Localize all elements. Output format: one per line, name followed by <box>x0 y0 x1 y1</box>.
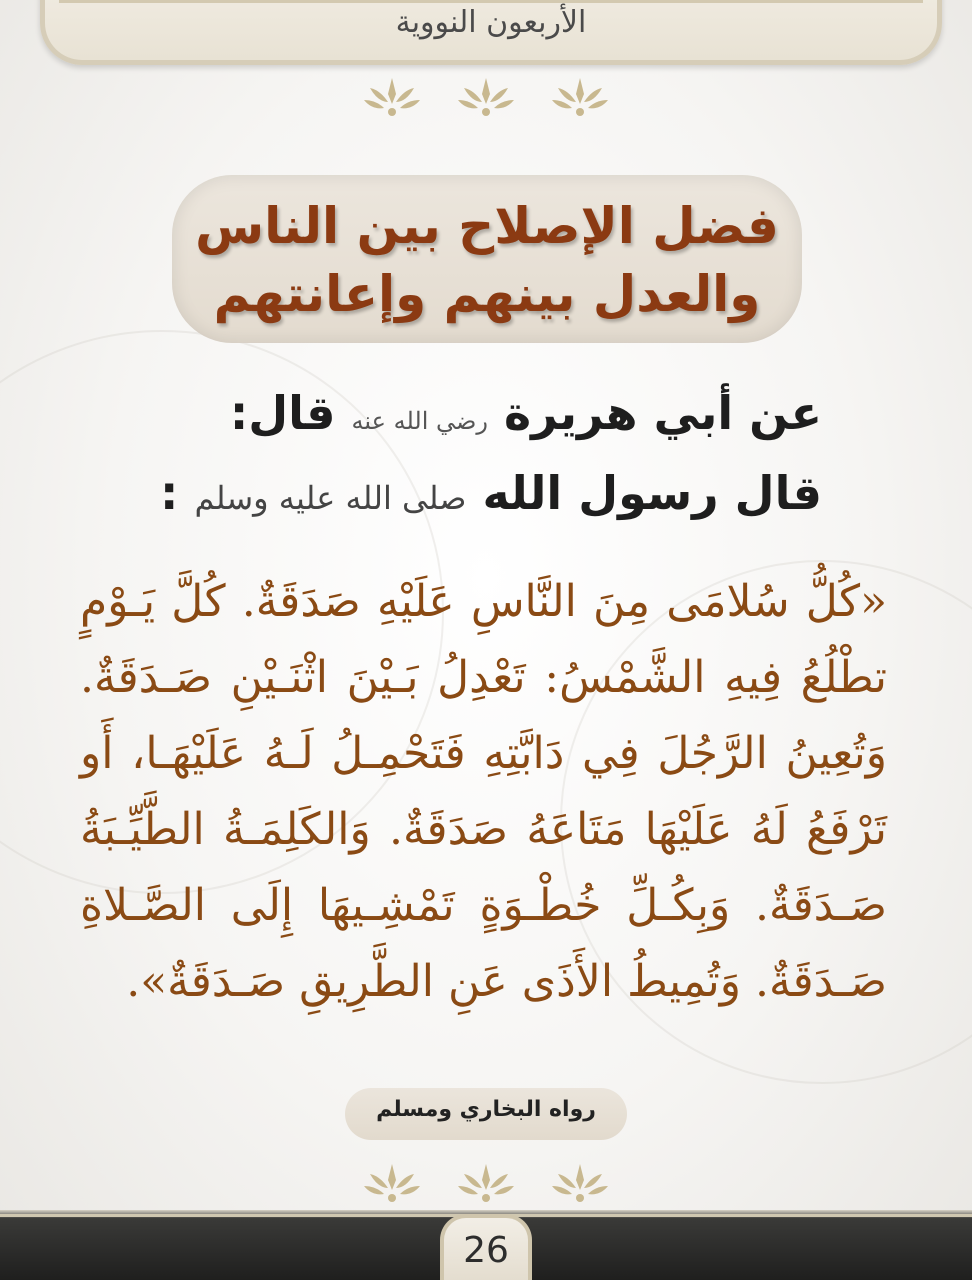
page-number: 26 <box>463 1230 509 1271</box>
ornament-icon <box>550 74 610 118</box>
bottom-ornament-row <box>0 1160 972 1204</box>
header-title: الأربعون النووية <box>395 5 587 40</box>
source-pill <box>345 1088 627 1140</box>
hadith-line: تَرْفَعُ لَهُ عَلَيْهَا مَتَاعَهُ صَدَقَةٌ. وَالكَلِمَـةُ الطَّيِّـبَةُ <box>80 804 887 855</box>
source-text: رواه البخاري ومسلم <box>376 1097 596 1122</box>
narrator-text: عن أبي هريرة <box>504 386 822 440</box>
ornament-icon <box>550 1160 610 1204</box>
ornament-icon <box>456 1160 516 1204</box>
ornament-icon <box>362 74 422 118</box>
header-inner <box>59 0 923 53</box>
title-line-1: فضل الإصلاح بين الناس <box>195 197 779 255</box>
title-line-2: والعدل بينهم وإعانتهم <box>213 265 761 323</box>
hadith-line: «كُلُّ سُلامَى مِنَ النَّاسِ عَلَيْهِ صَدَقَةٌ. كُلَّ يَـوْمٍ <box>80 576 887 627</box>
ornament-icon <box>456 74 516 118</box>
hadith-line: صَـدَقَةٌ. وَبِكُـلِّ خُطْـوَةٍ تَمْشِـيهَا إِلَى الصَّـلاةِ <box>80 880 887 931</box>
hadith-line: صَـدَقَةٌ. وَتُمِيطُ الأَذَى عَنِ الطَّرِيقِ صَـدَقَةٌ». <box>126 956 887 1007</box>
narrator-said: قال: <box>229 386 336 440</box>
page-number-tab <box>440 1214 532 1280</box>
header-tab <box>40 0 942 65</box>
honorific-salla: صلى الله عليه وسلم <box>194 479 467 517</box>
honorific-radiya: رضي الله عنه <box>351 407 488 435</box>
top-ornament-row <box>0 74 972 118</box>
hadith-line: تطْلُعُ فِيهِ الشَّمْسُ: تَعْدِلُ بَـيْنَ اثْنَـيْنِ صَـدَقَةٌ. <box>80 652 887 703</box>
colon: : <box>160 466 179 520</box>
prophet-said: قال رسول الله <box>482 466 822 520</box>
narrator-line-2 <box>60 466 822 520</box>
ornament-icon <box>362 1160 422 1204</box>
title-pill <box>172 175 802 343</box>
narrator-line-1 <box>60 386 822 440</box>
hadith-line: وَتُعِينُ الرَّجُلَ فِي دَابَّتِهِ فَتَحْمِـلُ لَـهُ عَلَيْهَـا، أَو <box>80 728 887 779</box>
